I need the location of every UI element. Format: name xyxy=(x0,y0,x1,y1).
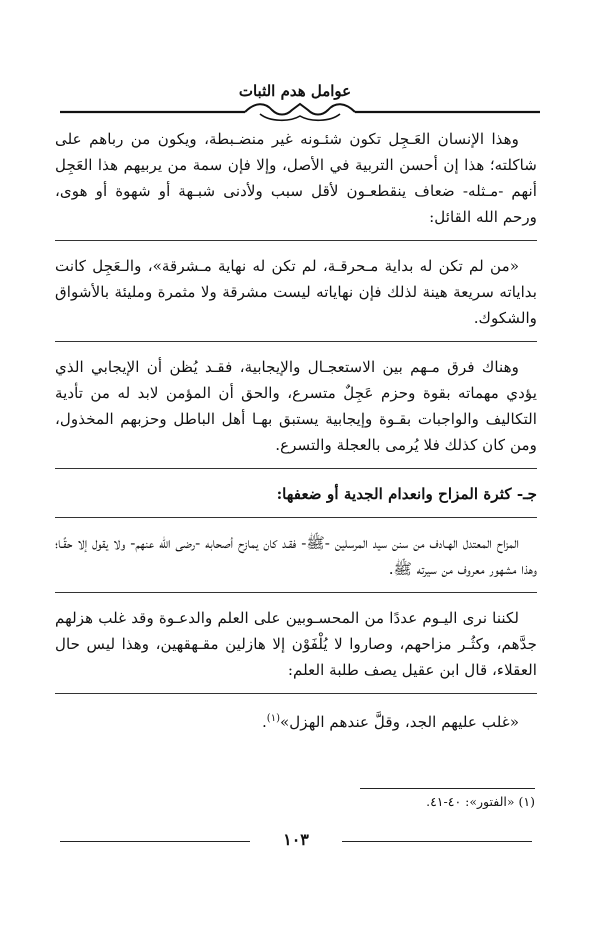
page-footer xyxy=(60,830,532,852)
main-text-body xyxy=(55,126,537,745)
paragraph: وهناك فرق مـهم بين الاستعجـال والإيجابية، فقـد يُظن أن الإيجابي الذي يؤدي مهماته بقوة وحزم عَجِلٌ متسرع، والحق أن المؤمن لابد له من تأدية التكاليف والواجبات بقـوة وإيجابية يستبق بهـا أهل الباطل وحزبهم المخذول، ومن كان كذلك فلا يُرمى بالعجلة والتسرع. xyxy=(55,358,537,454)
paragraph: وهذا الإنسان العَـجِل تكون شئـونه غير منضـبطة، ويكون من رباهم على شاكلته؛ هذا إن أحسن التربية في الأصل، وإلا فإن سمة من يربيهم هذا العَجِل أنهم -مـثله- ضعاف ينقطعـون لأقل سبب ولأدنى شبـهة أو شهوة أو هوى، ورحم الله القائل: xyxy=(55,130,537,226)
page-number: ١٠٣ xyxy=(283,830,309,849)
paragraph-divider xyxy=(55,693,537,694)
paragraph-divider xyxy=(55,592,537,593)
paragraph-divider xyxy=(55,341,537,342)
footnote-separator xyxy=(360,788,535,789)
footer-rule-right xyxy=(342,841,532,842)
paragraph: لكننا نرى اليـوم عددًا من المحسـوبين على العلم والدعـوة وقد غلب هزلهم جدَّهم، وكثُـر مزاحهم، وصاروا لا يُلْفَوْن إلا هازلين مقـهقهين، وهذا ليس حال العقلاء، قال ابن عقيل يصف طلبة العلم: xyxy=(55,609,537,679)
paragraph-divider xyxy=(55,517,537,518)
section-heading: جـ- كثرة المزاح وانعدام الجدية أو ضعفها: xyxy=(276,485,537,503)
paragraph-divider xyxy=(55,468,537,469)
quote-paragraph: «غلب عليهم الجد، وقلَّ عندهم الهزل»$^{(١)}$. xyxy=(261,713,519,732)
quote-paragraph: «من لم تكن له بداية مـحرقـة، لم تكن له نهاية مـشرقة»، والـعَجِل كانت بداياته سريعة هينة لذلك فإن نهاياته ليست مشرقة ولا مثمرة ومليئة بالأشواق والشكوك. xyxy=(55,257,537,327)
running-header-title: عوامل هدم الثبات xyxy=(238,82,352,100)
footnote-reference[interactable]: (١) xyxy=(266,713,280,724)
paragraph-divider xyxy=(55,240,537,241)
header-ornament-rule xyxy=(60,100,540,124)
quote-text: «غلب عليهم الجد، وقلَّ عندهم الهزل» xyxy=(279,713,519,732)
paragraph: المزاح المعتدل الهـادف من سنن سيد المرسلين -ﷺ- فقـد كان يمازح أصحابه -رضى الله عنهم- ولا يقول إلا حقًـا؛ وهذا مشهور معروف من سيرته ﷺ. xyxy=(55,534,537,578)
footnote: (١) «الفتور»: ٤٠-٤١. xyxy=(426,794,535,809)
